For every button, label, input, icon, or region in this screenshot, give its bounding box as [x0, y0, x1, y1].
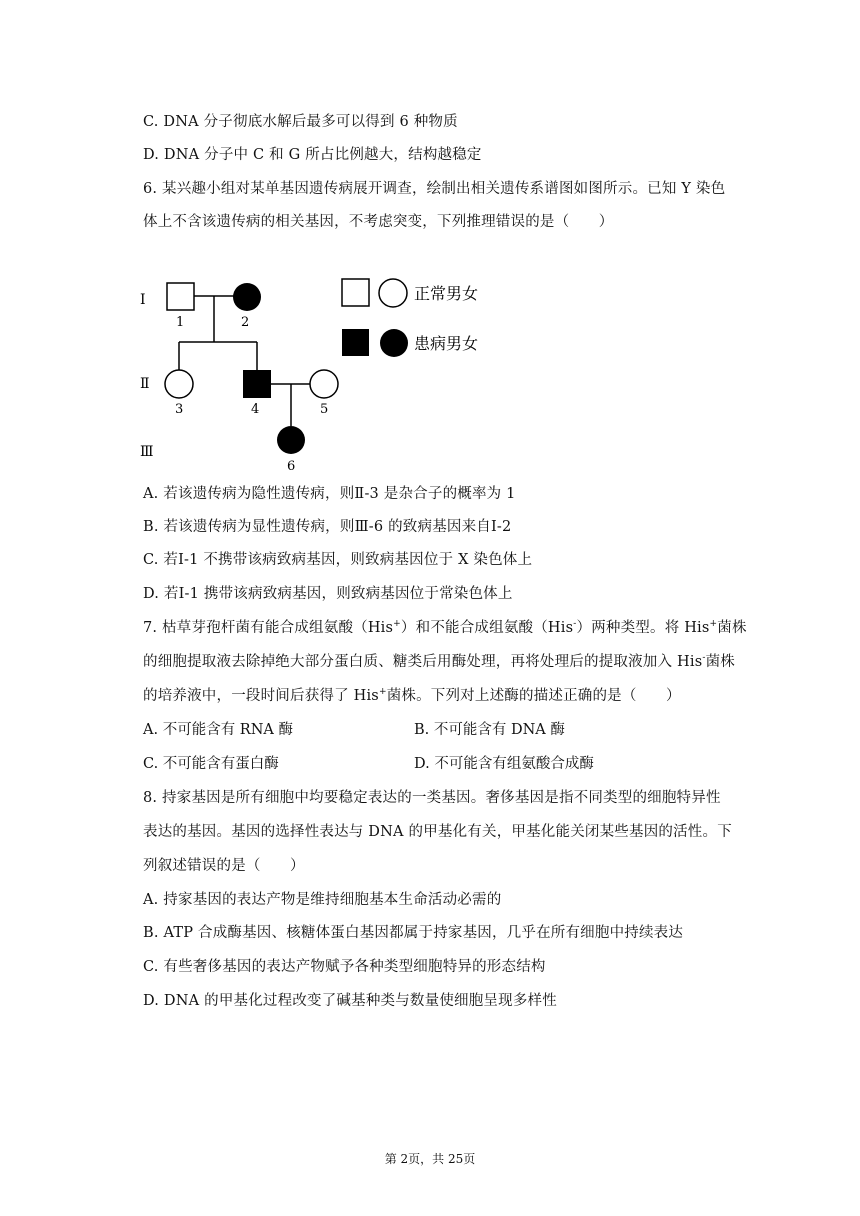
legend-affected-male [342, 329, 369, 356]
legend-affected-label: 患病男女 [414, 334, 479, 353]
individual-i-2 [233, 283, 261, 311]
q8-option-c: C. 有些奢侈基因的表达产物赋予各种类型细胞特异的形态结构 [143, 959, 546, 975]
legend-normal-male [342, 279, 369, 306]
label-1: 1 [176, 315, 185, 330]
generation-label-ii: Ⅱ [140, 376, 150, 392]
q7-option-d: D. 不可能含有组氨酸合成酶 [414, 756, 594, 772]
label-6: 6 [287, 459, 296, 474]
q8-stem-line-1: 8. 持家基因是所有细胞中均要稳定表达的一类基因。奢侈基因是指不同类型的细胞特异性 [143, 790, 721, 806]
q7-option-c: C. 不可能含有蛋白酶 [143, 756, 279, 772]
q5-option-c: C. DNA 分子彻底水解后最多可以得到 6 种物质 [143, 114, 458, 130]
q7-stem-line-1: 7. 枯草芽孢杆菌有能合成组氨酸（His+）和不能合成组氨酸（His-）两种类型。将 His+菌株 [143, 619, 747, 636]
individual-ii-5 [310, 370, 338, 398]
label-4: 4 [251, 402, 260, 417]
pedigree-chart [130, 268, 510, 478]
q6-option-a: A. 若该遗传病为隐性遗传病，则Ⅱ-3 是杂合子的概率为 1 [143, 486, 516, 502]
q8-option-d: D. DNA 的甲基化过程改变了碱基种类与数量使细胞呈现多样性 [143, 993, 557, 1009]
q7-stem-line-2: 的细胞提取液去除掉绝大部分蛋白质、糖类后用酶处理，再将处理后的提取液加入 His-菌株 [143, 653, 735, 670]
q6-option-b: B. 若该遗传病为显性遗传病，则Ⅲ-6 的致病基因来自Ⅰ-2 [143, 519, 512, 535]
page-footer: 第 2页，共 25页 [384, 1152, 476, 1166]
q6-option-c: C. 若Ⅰ-1 不携带该病致病基因，则致病基因位于 X 染色体上 [143, 552, 533, 568]
legend-normal-label: 正常男女 [414, 284, 479, 303]
label-2: 2 [241, 315, 250, 330]
q8-stem-line-2: 表达的基因。基因的选择性表达与 DNA 的甲基化有关，甲基化能关闭某些基因的活性。下 [143, 824, 732, 840]
individual-ii-3 [165, 370, 193, 398]
q7-option-b: B. 不可能含有 DNA 酶 [414, 722, 565, 738]
generation-label-iii: Ⅲ [140, 444, 154, 460]
label-5: 5 [320, 402, 329, 417]
label-3: 3 [175, 402, 184, 417]
individual-iii-6 [277, 426, 305, 454]
individual-i-1 [167, 283, 194, 310]
q7-option-a: A. 不可能含有 RNA 酶 [143, 722, 293, 738]
generation-label-i: Ⅰ [140, 292, 146, 308]
q6-option-d: D. 若Ⅰ-1 携带该病致病基因，则致病基因位于常染色体上 [143, 586, 513, 602]
q8-option-a: A. 持家基因的表达产物是维持细胞基本生命活动必需的 [143, 892, 502, 908]
legend-normal-female [379, 279, 407, 307]
q6-stem-line-2: 体上不含该遗传病的相关基因，不考虑突变，下列推理错误的是（ ） [143, 214, 614, 230]
legend-affected-female [380, 329, 408, 357]
individual-ii-4 [243, 370, 271, 398]
q8-stem-line-3: 列叙述错误的是（ ） [143, 858, 305, 874]
q6-stem-line-1: 6. 某兴趣小组对某单基因遗传病展开调查，绘制出相关遗传系谱图如图所示。已知 Y 染色 [143, 181, 726, 197]
q8-option-b: B. ATP 合成酶基因、核糖体蛋白基因都属于持家基因，几乎在所有细胞中持续表达 [143, 925, 684, 941]
q5-option-d: D. DNA 分子中 C 和 G 所占比例越大，结构越稳定 [143, 147, 482, 163]
q7-stem-line-3: 的培养液中，一段时间后获得了 His+菌株。下列对上述酶的描述正确的是（ ） [143, 687, 681, 704]
